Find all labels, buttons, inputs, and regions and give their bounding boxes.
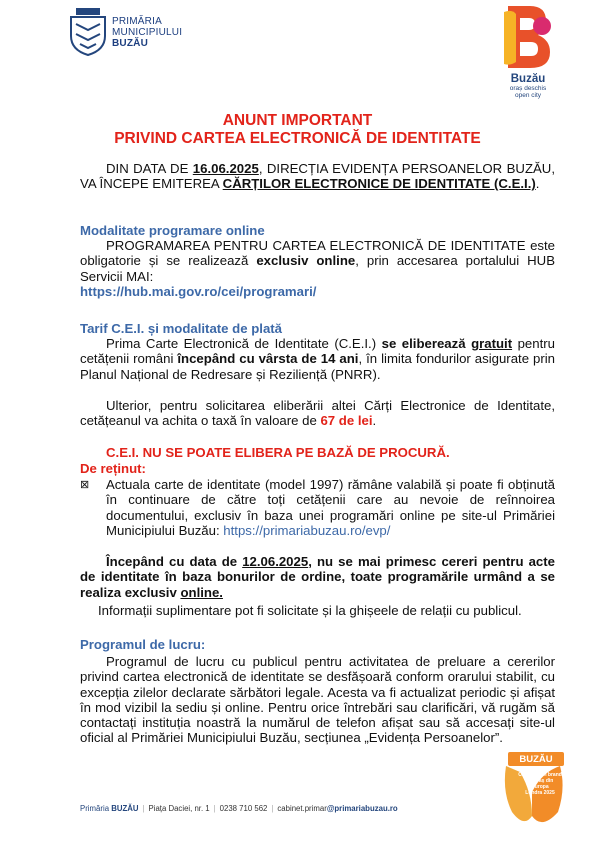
taxa-amount: 67 de lei xyxy=(320,413,373,429)
brand-b-icon xyxy=(502,4,554,70)
city-crest-icon xyxy=(68,8,108,56)
section-heading-retinut: De reținut: xyxy=(80,461,146,476)
brand-tag-2: open city xyxy=(514,92,542,99)
evp-link[interactable]: https://primariabuzau.ro/evp/ xyxy=(223,522,391,538)
programare-paragraph: PROGRAMAREA PENTRU CARTEA ELECTRONICĂ DE IDENTITATE este obligatorie și se realizează exclusiv online, prin accesarea portalului HUB Servicii MAI: https://hub.mai.gov.ro/cei/programari/ xyxy=(80,238,555,299)
program-paragraph: Programul de lucru cu publicul pentru activitatea de preluare a cererilor privind cartea electronică de identitate se desfășoară conform orarului stabilit, cu excepția zilelor declarate sărbători legale. Acesta va fi actualizat periodic și afișat în mod vizibil la sediu și online. Pentru orice întrebări sau clarificări, vă rugăm să contactați instituția noastră la numărul de telefon afișat sau să accesați site-ul oficial al Primăriei Municipiului Buzău, secțiunea „Evidența Persoanelor”. xyxy=(80,654,555,746)
org-line-1: PRIMĂRIA xyxy=(112,15,162,27)
primaria-logo xyxy=(68,6,182,58)
brand-name: Buzău xyxy=(510,73,546,85)
org-line-2: MUNICIPIULUI xyxy=(112,26,183,38)
procura-warning: C.E.I. NU SE POATE ELIBERA PE BAZĂ DE PROCURĂ. xyxy=(106,445,450,460)
taxa-paragraph: Ulterior, pentru solicitarea eliberării altei Cărți Electronice de Identitate, cetățeanul va achita o taxă în valoare de 67 de lei. xyxy=(80,398,555,429)
footer-phone: 0238 710 562 xyxy=(219,804,268,813)
retinut-bullet-text: Actuala carte de identitate (model 1997) rămâne valabilă și poate fi obținută în continuare de către toți cetățenii care au nevoie de reînnoirea documentului, exclusiv în baza unei programări online pe site-ul Primăriei Municipiului Buzău: https://primariabuzau.ro/evp/ xyxy=(106,477,555,538)
footer-org: Primăria BUZĂU xyxy=(80,804,139,813)
cei-term: CĂRȚILOR ELECTRONICE DE IDENTITATE (C.E.I.) xyxy=(222,176,536,192)
section-heading-program: Programul de lucru: xyxy=(80,637,206,652)
start-date: 16.06.2025 xyxy=(192,161,259,176)
hub-mai-link[interactable]: https://hub.mai.gov.ro/cei/programari/ xyxy=(80,283,317,299)
badge-text: Cel mai bun brand de oraș din Europa Londra 2025 xyxy=(518,772,562,796)
brand-tag-1: oraș deschis xyxy=(509,85,547,92)
title-line-1: ANUNT IMPORTANT xyxy=(222,112,373,129)
best-city-brand-badge xyxy=(502,752,564,830)
footer-address: Piața Daciei, nr. 1 xyxy=(148,804,210,813)
section-heading-tarif: Tarif C.E.I. și modalitate de plată xyxy=(80,321,283,336)
tarif-paragraph: Prima Carte Electronică de Identitate (C.E.I.) se eliberează gratuit pentru cetățenii români începând cu vârsta de 14 ani, în limita fondurilor asigurate prin Planul Național de Redresare și Reziliență (PNRR). xyxy=(80,336,555,382)
informatii-paragraph: Informații suplimentare pot fi solicitate și la ghișeele de relații cu publicul. xyxy=(98,603,522,618)
footer-contact: Primăria BUZĂU | Piața Daciei, nr. 1 | 0238 710 562 | cabinet.primar@primariabuzau.ro xyxy=(80,804,398,813)
bullet-checkbox-icon: ⊠ xyxy=(80,479,90,491)
buzau-brand-logo xyxy=(496,4,560,104)
footer-email[interactable]: cabinet.primar@primariabuzau.ro xyxy=(277,804,398,813)
badge-title: BUZĂU xyxy=(519,754,553,765)
stop-date: 12.06.2025 xyxy=(242,554,309,569)
section-heading-programare: Modalitate programare online xyxy=(80,223,265,238)
title-line-2: PRIVIND CARTEA ELECTRONICĂ DE IDENTITATE xyxy=(114,130,481,147)
org-line-3: BUZĂU xyxy=(112,37,148,49)
intro-paragraph: DIN DATA DE 16.06.2025, DIRECȚIA EVIDENȚA PERSOANELOR BUZĂU, VA ÎNCEPE EMITEREA CĂRȚILOR ELECTRONICE DE IDENTITATE (C.E.I.). xyxy=(80,161,555,192)
bonuri-paragraph: Începând cu data de 12.06.2025, nu se mai primesc cereri pentru acte de identitate în baza bonurilor de ordine, toate programările urmând a se realiza exclusiv online. xyxy=(80,554,555,600)
